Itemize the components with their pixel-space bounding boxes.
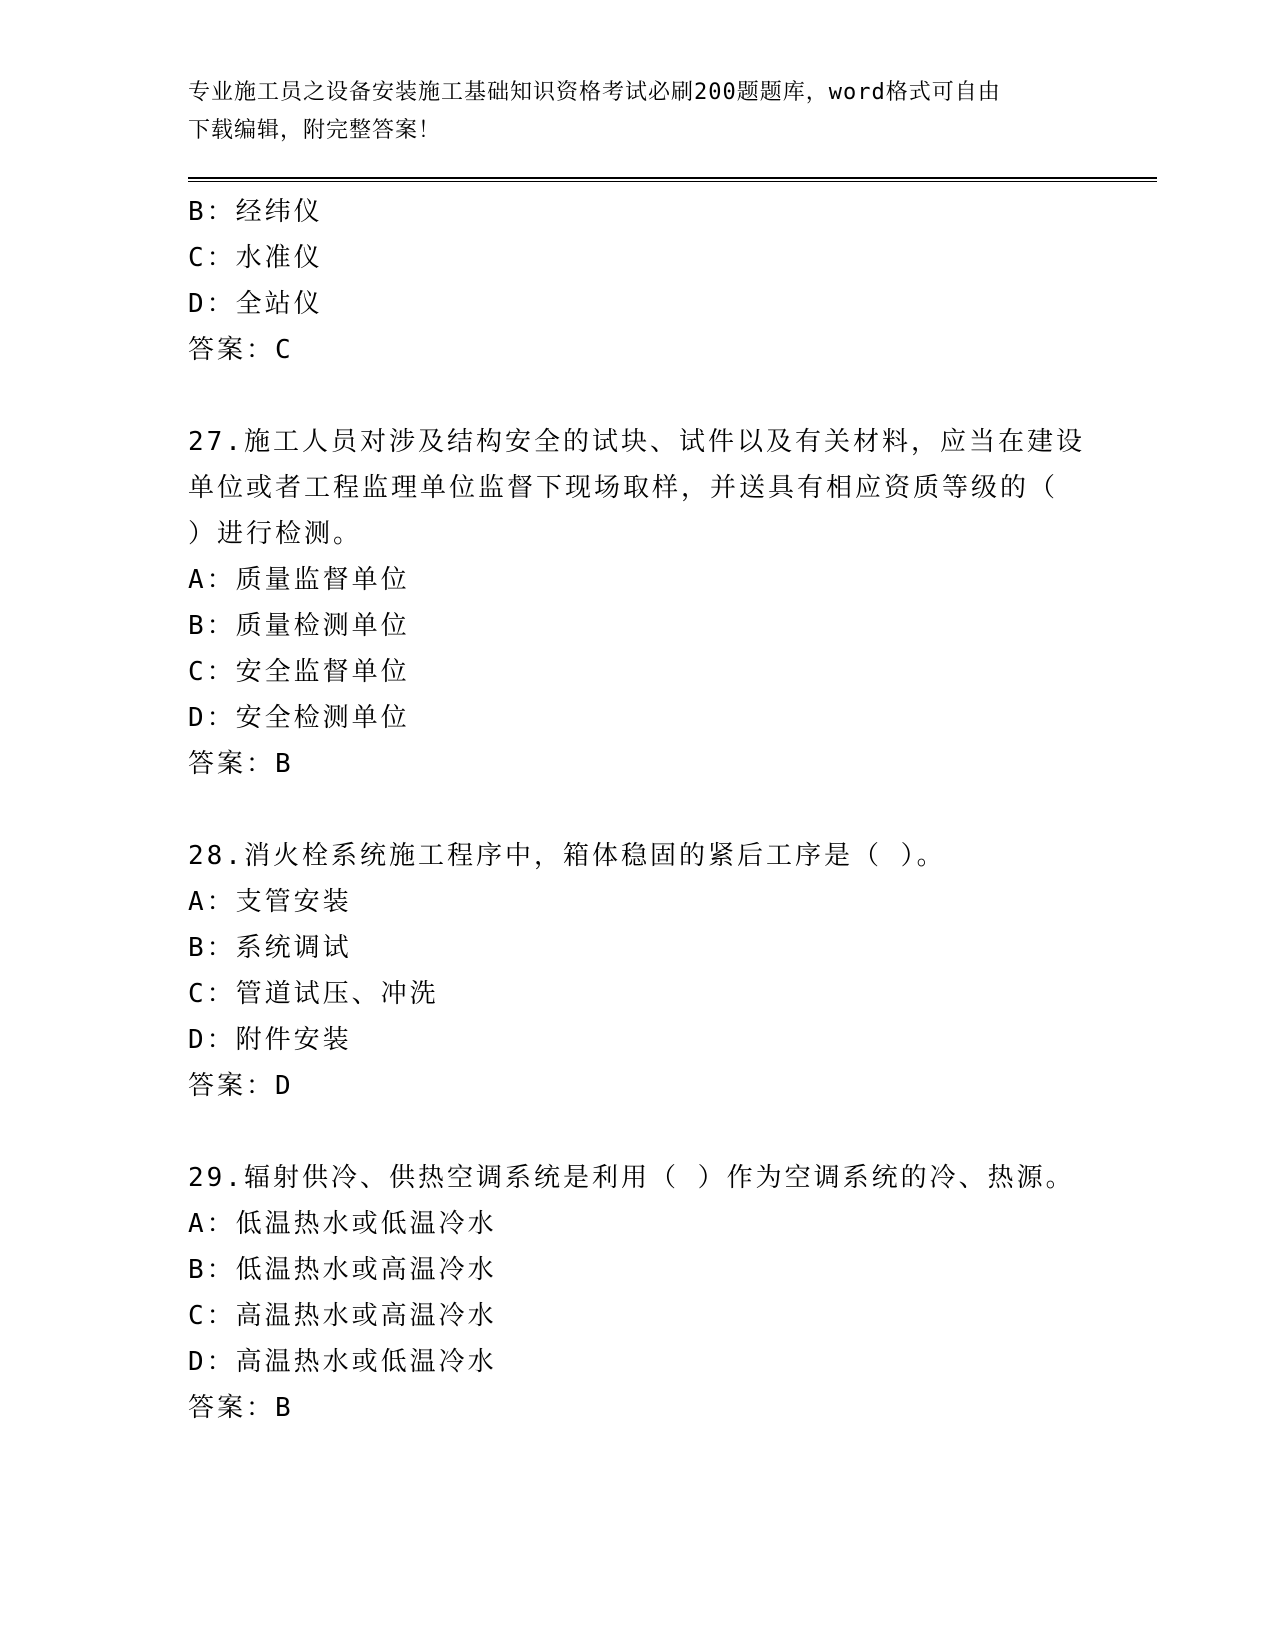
question-stem-line: ）进行检测。: [188, 519, 363, 549]
option-b: B：系统调试: [188, 933, 352, 963]
header-line-1: 专业施工员之设备安装施工基础知识资格考试必刷200题题库，word格式可自由: [188, 80, 1001, 105]
option-b: B：低温热水或高温冷水: [188, 1255, 497, 1285]
answer-line: 答案：B: [188, 749, 294, 779]
answer-line: 答案：B: [188, 1393, 294, 1423]
question-stem-line: 28.消火栓系统施工程序中，箱体稳固的紧后工序是（ ）。: [188, 841, 946, 871]
option-d: D：安全检测单位: [188, 703, 410, 733]
option-a: A：支管安装: [188, 887, 352, 917]
question-28: [188, 833, 1088, 1109]
spacer: [188, 373, 1088, 419]
option-b: B：质量检测单位: [188, 611, 410, 641]
question-stem-line: 27.施工人员对涉及结构安全的试块、试件以及有关材料，应当在建设: [188, 427, 1085, 457]
answer-line: 答案：D: [188, 1071, 294, 1101]
option-d: D：全站仪: [188, 289, 323, 319]
option-c: C：高温热水或高温冷水: [188, 1301, 497, 1331]
question-stem-line: 29.辐射供冷、供热空调系统是利用（ ）作为空调系统的冷、热源。: [188, 1163, 1075, 1193]
page-header: [188, 74, 1088, 150]
document-body: [188, 189, 1088, 1431]
spacer: [188, 787, 1088, 833]
option-c: C：水准仪: [188, 243, 323, 273]
spacer: [188, 1109, 1088, 1155]
question-27: [188, 419, 1088, 787]
option-c: C：管道试压、冲洗: [188, 979, 439, 1009]
option-d: D：附件安装: [188, 1025, 352, 1055]
answer-line: 答案：C: [188, 335, 294, 365]
option-a: A：质量监督单位: [188, 565, 410, 595]
option-d: D：高温热水或低温冷水: [188, 1347, 497, 1377]
header-line-2: 下载编辑，附完整答案！: [188, 118, 442, 143]
question-29: [188, 1155, 1088, 1431]
option-a: A：低温热水或低温冷水: [188, 1209, 497, 1239]
header-divider: [188, 177, 1157, 182]
question-26-tail: [188, 189, 1088, 373]
option-c: C：安全监督单位: [188, 657, 410, 687]
option-b: B：经纬仪: [188, 197, 323, 227]
question-stem-line: 单位或者工程监理单位监督下现场取样，并送具有相应资质等级的（: [188, 473, 1059, 503]
